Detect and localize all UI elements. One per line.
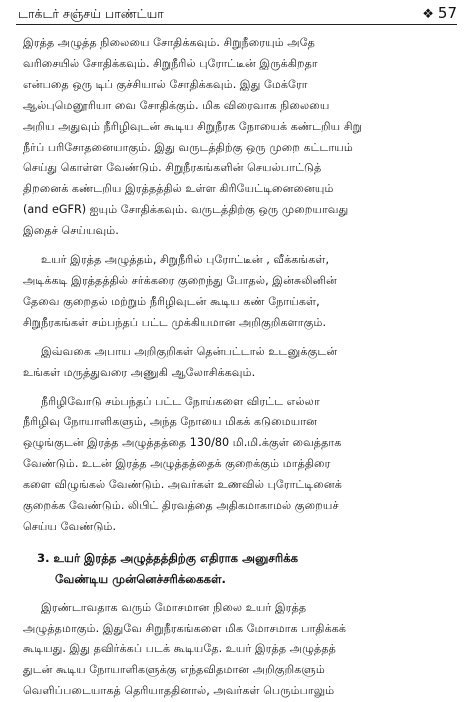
page-body (23, 33, 454, 702)
page-number-block (422, 4, 457, 22)
text-line: ஆல்புமெனூரியா வை சோதிக்கும். மிக விரைவாக நிலையை (23, 98, 330, 112)
text-line: அடிக்கடி இரத்தத்தில் சர்க்கரை குறைந்து போதல், இன்சுலினின் (23, 273, 337, 287)
running-header-author: டாக்டர் சஞ்சய் பாண்ட்யா (18, 6, 164, 21)
text-line: தேவை குறைதல் மற்றும் நீரிழிவுடன் கூடிய கண் நோய்கள், (23, 294, 320, 308)
diamond-ornament-icon: ❖ (422, 7, 434, 22)
text-line: செய்ய வேண்டும். (23, 519, 117, 533)
header-divider (16, 24, 457, 25)
text-line: துடன் கூடிய நோயாளிகளுக்கு எந்தவிதமான அறிகுறிகளும் (23, 663, 325, 677)
text-line: நீரிழிவோடு சம்பந்தப் பட்ட நோய்களை விரட்ட எல்லா (41, 394, 320, 408)
text-line: உயர் இரத்த அழுத்தம், சிறுநீரில் புரோட்டீன் , வீக்கங்கள், (41, 253, 330, 267)
paragraph-gap (23, 242, 454, 250)
paragraph-4 (23, 392, 454, 538)
paragraph-gap (23, 334, 454, 342)
text-line: செய்து கொள்ள வேண்டும். சிறுநீரகங்களின் செயல்பாட்டுத் (23, 161, 322, 175)
text-line: திறனைக் கண்டறிய இரத்தத்தில் உள்ள கிரியேட்டினைனையும் (23, 182, 334, 196)
section-heading (23, 548, 454, 590)
text-line: நீரிழிவு நோயாளிகளும், அந்த நோயை மிகக் கடுமையான (23, 415, 318, 429)
text-line: (and eGFR) ஐயும் சோதிக்கவும். வருடத்திற்கு ஒரு முறையாவது (23, 203, 349, 217)
text-line: வேண்டும். உடன் இரத்த அழுத்தத்தைக் குறைக்கும் மாத்திரை (23, 457, 331, 471)
text-line: என்பதை ஒரு டிப் குச்சியால் சோதிக்கவும். இது மேக்ரோ (23, 77, 308, 91)
heading-line: 3. உயர் இரத்த அழுத்தத்திற்கு எதிராக அனுசரிக்க (37, 550, 299, 565)
heading-line: வேண்டிய முன்னெச்சரிக்கைகள். (55, 571, 226, 586)
text-line: உங்கள் மருத்துவரை அணுகி ஆலோசிக்கவும். (23, 365, 256, 379)
text-line: அழுத்தமாகும். இதுவே சிறுநீரகங்களை மிக மோசமாக பாதிக்கக் (23, 621, 347, 635)
text-line: நீர்ப் பரிசோதனையாகும். இது வருடத்திற்கு ஒரு முறை கட்டாயம் (23, 140, 353, 154)
paragraph-5 (23, 598, 454, 702)
paragraph-3 (23, 342, 454, 384)
page-number: 57 (437, 4, 457, 22)
text-line: இரத்த அழுத்த நிலையை சோதிக்கவும். சிறுநீரையும் அதே (23, 36, 315, 49)
text-line: இரண்டாவதாக வரும் மோசமான நிலை உயர் இரத்த (41, 600, 307, 614)
text-line: களை விழுங்கல் வேண்டும். அவர்கள் உணவில் புரோட்டினைக் (23, 478, 342, 492)
text-line: வரிசையில் சோதிக்கவும். சிறுநீரில் புரோட்டீன் இருக்கிறதா (23, 56, 318, 70)
text-line: இதைச் செய்யவும். (23, 224, 119, 238)
text-line: குறைக்க வேண்டும். லிபிட் திரவத்தை அதிகமாகாமல் குறையச் (23, 499, 339, 513)
text-line: கூடியது. இது தவிர்க்கப் படக் கூடியதே. உயர் இரத்த அழுத்தத் (23, 642, 336, 656)
text-line: வெளிப்படையாகத் தெரியாததினால், அவர்கள் பெரும்பாலும் (23, 684, 335, 698)
paragraph-2 (23, 250, 454, 334)
text-line: இவ்வகை அபாய அறிகுறிகள் தென்பட்டால் உடனுக்குடன் (41, 344, 338, 358)
page-header (16, 4, 457, 26)
paragraph-gap (23, 384, 454, 392)
paragraph-gap (23, 538, 454, 546)
paragraph-1 (23, 33, 454, 242)
text-line: அறிய அதுவும் நீரிழிவுடன் கூடிய சிறுநீரக நோயைக் கண்டறிய சிறு (23, 119, 362, 133)
text-line: ஒழுங்குடன் இரத்த அழுத்தத்தை 130/80 மி.மி.க்குள் வைத்தாக (23, 436, 342, 450)
paragraph-gap (23, 590, 454, 598)
text-line: சிறுநீரகங்கள் சம்பந்தப் பட்ட முக்கியமான அறிகுறிகளாகும். (23, 315, 327, 329)
